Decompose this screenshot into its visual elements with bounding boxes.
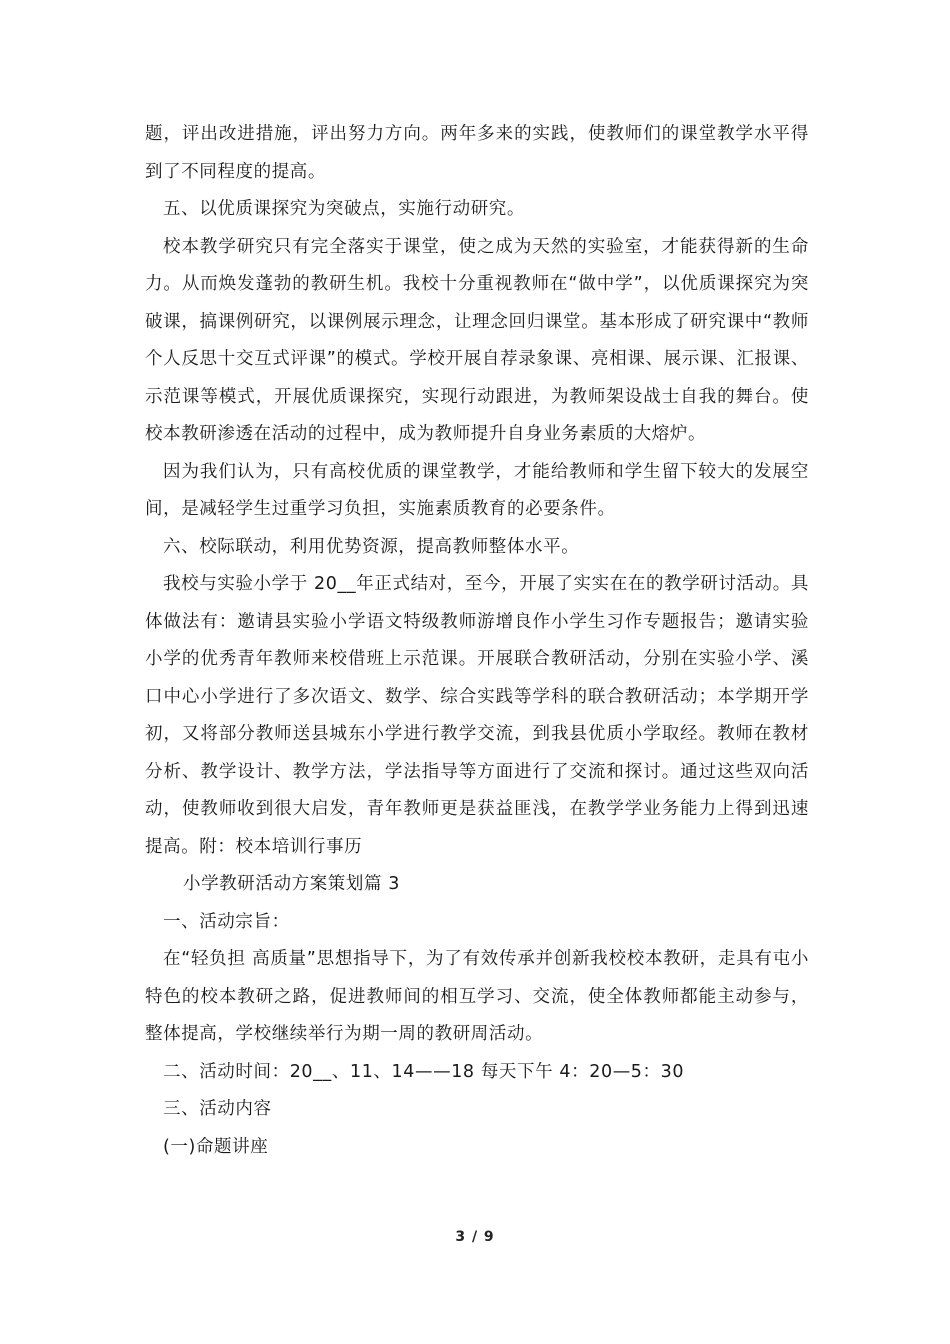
subsection-heading-lecture: (一)命题讲座 (163, 1136, 269, 1157)
section-heading-content: 三、活动内容 (163, 1099, 272, 1119)
paragraph-school-partnership: 我校与实验小学于 20__年正式结对，至今，开展了实实在在的教学研讨活动。具体做法有：邀请县实验小学语文特级教师游增良作小学生习作专题报告；邀请实验小学的优秀青年教师来校借班上示范课。开展联合教研活动，分别在实验小学、溪口中心小学进行了多次语文、数学、综合实践等学科的联合教研活动；本学期开学初，又将部分教师送县城东小学进行教学交流，到我县优质小学取经。教师在教材分析、教学设计、教学方法，学法指导等方面进行了交流和探讨。通过这些双向活动，使教师收到很大启发，青年教师更是获益匪浅，在教学学业务能力上得到迅速提高。附：校本培训行事历 (145, 574, 809, 857)
paragraph-continuation: 题，评出改进措施，评出努力方向。两年多来的实践，使教师们的课堂教学水平得到了不同程度的提高。 (145, 124, 809, 182)
document-body (145, 116, 809, 1166)
paragraph-quality-teaching: 因为我们认为，只有高校优质的课堂教学，才能给教师和学生留下较大的发展空间，是减轻学生过重学习负担，实施素质教育的必要条件。 (145, 461, 809, 519)
section-heading-time: 二、活动时间：20__、11、14——18 每天下午 4：20—5：30 (163, 1061, 685, 1082)
paragraph-purpose: 在“轻负担 高质量”思想指导下，为了有效传承并创新我校校本教研，走具有屯小特色的校本教研之路，促进教师间的相互学习、交流，使全体教师都能主动参与，整体提高，学校继续举行为期一周的教研周活动。 (145, 949, 809, 1044)
section-heading-purpose: 一、活动宗旨： (163, 911, 290, 932)
section-heading-6: 六、校际联动，利用优势资源，提高教师整体水平。 (163, 536, 580, 557)
page-number: 3 / 9 (455, 1229, 495, 1245)
article-title-part-3: 小学教研活动方案策划篇 3 (183, 874, 400, 894)
section-heading-5: 五、以优质课探究为突破点，实施行动研究。 (163, 199, 525, 219)
paragraph-school-research: 校本教学研究只有完全落实于课堂，使之成为天然的实验室，才能获得新的生命力。从而焕发蓬勃的教研生机。我校十分重视教师在“做中学”，以优质课探究为突破课，搞课例研究，以课例展示理念，让理念回归课堂。基本形成了研究课中“教师个人反思十交互式评课”的模式。学校开展自荐录象课、亮相课、展示课、汇报课、示范课等模式，开展优质课探究，实现行动跟进，为教师架设战士自我的舞台。使校本教研渗透在活动的过程中，成为教师提升自身业务素质的大熔炉。 (145, 236, 809, 444)
